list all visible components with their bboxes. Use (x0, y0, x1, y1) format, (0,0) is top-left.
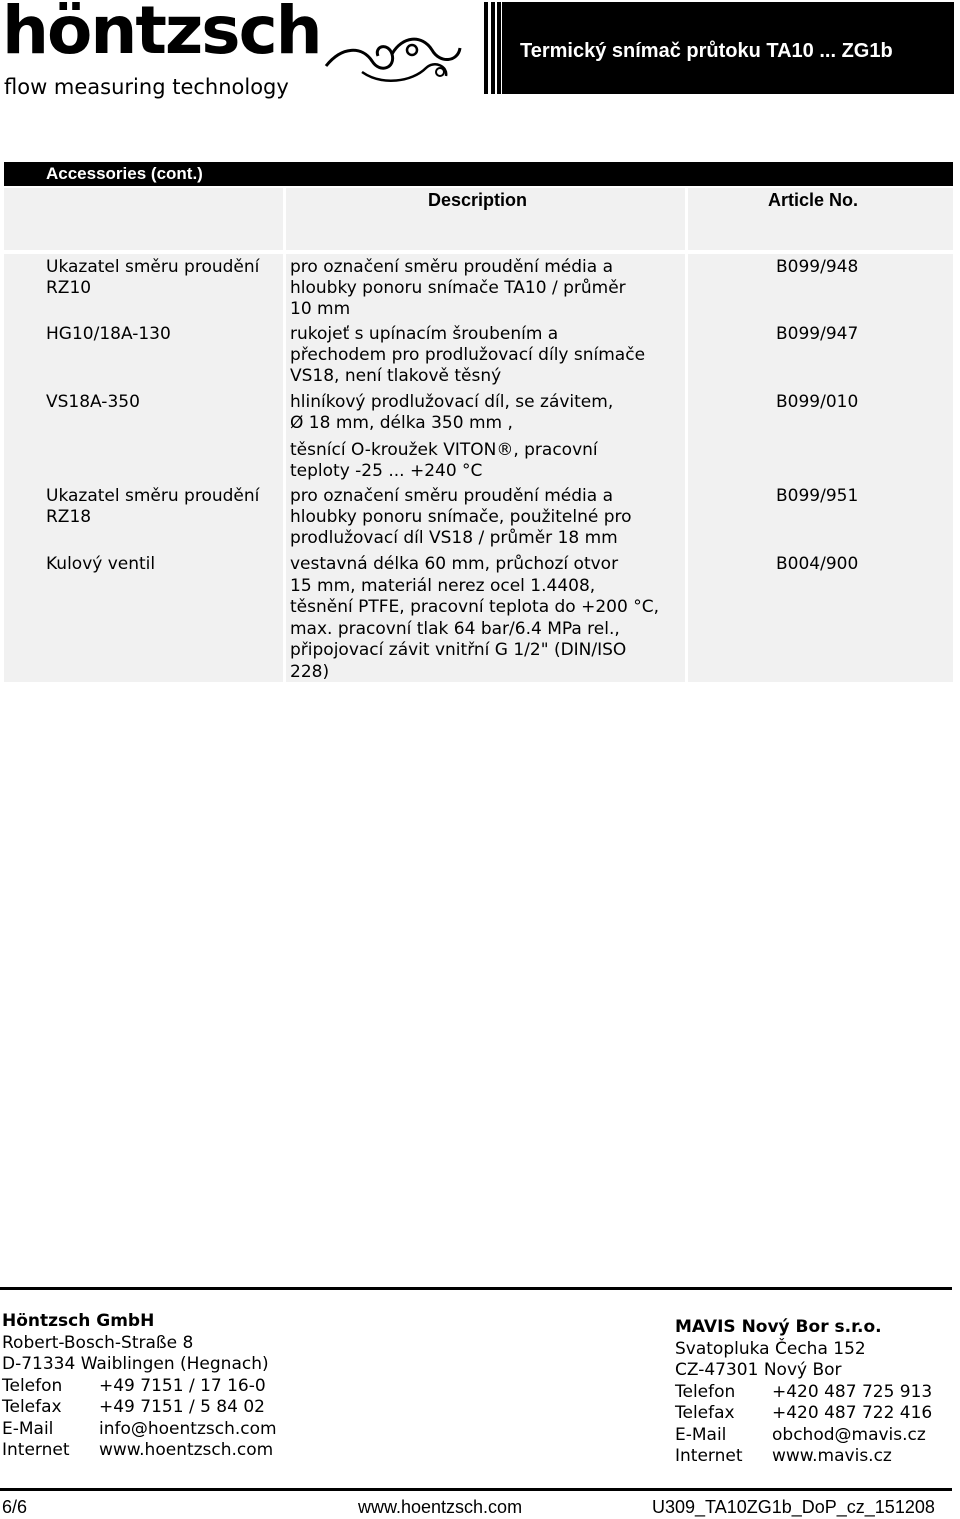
footer-website: www.hoentzsch.com (358, 1497, 523, 1517)
company-name: MAVIS Nový Bor s.r.o. (675, 1317, 882, 1337)
contact-phone: Telefon +49 7151 / 17 16-0 (2, 1375, 266, 1396)
ornament-icon (322, 6, 482, 92)
contact-fax: Telefax +420 487 722 416 (675, 1403, 933, 1423)
column-article (688, 254, 953, 682)
column-header-description: Description (428, 190, 528, 210)
row-description: pro označení směru proudění média a hloubky ponoru snímače TA10 / průměr 10 mm (290, 257, 626, 319)
street: Svatopluka Čecha 152 (675, 1338, 866, 1359)
company-logo (2, 0, 322, 100)
row-description: vestavná délka 60 mm, průchozí otvor 15 mm, materiál nerez ocel 1.4408, těsnění PTFE, pracovní teplota do +200 °C, max. pracovní tlak 64 bar/6.4 MPa rel., připojovací závit vnitřní G 1/2" (DIN/ISO 228) (290, 554, 659, 682)
row-article-number: B099/951 (776, 486, 859, 506)
row-article-number: B099/010 (776, 392, 859, 412)
contact-phone: Telefon +420 487 725 913 (675, 1381, 933, 1402)
row-name: HG10/18A-130 (46, 324, 171, 344)
page-number: 6/6 (2, 1497, 28, 1517)
footer-address-left (2, 1311, 277, 1462)
row-description-extra: těsnící O-kroužek VITON®, pracovní teploty -25 ... +240 °C (290, 440, 598, 481)
row-article-number: B099/948 (776, 257, 859, 277)
logo-tagline: flow measuring technology (4, 75, 289, 99)
column-header-article: Article No. (768, 190, 859, 210)
header-band (484, 2, 954, 94)
footer-rule-top (0, 1287, 952, 1290)
column-name (4, 254, 283, 682)
row-description: pro označení směru proudění média a hloubky ponoru snímače, použitelné pro prodlužovací díl VS18 / průměr 18 mm (290, 486, 632, 548)
row-name: Ukazatel směru proudění RZ18 (46, 486, 260, 527)
company-name: Höntzsch GmbH (2, 1311, 155, 1331)
row-name: Kulový ventil (46, 554, 156, 574)
row-article-number: B004/900 (776, 554, 859, 574)
section-title: Accessories (cont.) (46, 164, 203, 183)
header-cell-name (4, 188, 283, 250)
row-article-number: B099/947 (776, 324, 859, 344)
row-description: hliníkový prodlužovací díl, se závitem, Ø 18 mm, délka 350 mm , (290, 392, 614, 433)
document-code: U309_TA10ZG1b_DoP_cz_151208 (652, 1497, 935, 1517)
contact-internet: Internet www.hoentzsch.com (2, 1440, 274, 1460)
row-name: Ukazatel směru proudění RZ10 (46, 257, 260, 298)
city: D-71334 Waiblingen (Hegnach) (2, 1354, 269, 1374)
footer-address-right (675, 1317, 932, 1468)
street: Robert-Bosch-Straße 8 (2, 1332, 194, 1353)
contact-email: E-Mail info@hoentzsch.com (2, 1418, 277, 1439)
logo-wordmark: höntzsch (2, 0, 321, 69)
footer-rule-bottom (0, 1488, 952, 1491)
document-title: Termický snímač průtoku TA10 ... ZG1b (520, 40, 893, 62)
contact-internet: Internet www.mavis.cz (675, 1446, 892, 1466)
contact-fax: Telefax +49 7151 / 5 84 02 (2, 1397, 265, 1417)
row-name: VS18A-350 (46, 392, 140, 412)
row-description: rukojeť s upínacím šroubením a přechodem pro prodlužovací díly snímače VS18, není tlakově těsný (290, 324, 646, 386)
city: CZ-47301 Nový Bor (675, 1360, 842, 1380)
section-header-bar (4, 162, 953, 186)
contact-email: E-Mail obchod@mavis.cz (675, 1424, 926, 1445)
